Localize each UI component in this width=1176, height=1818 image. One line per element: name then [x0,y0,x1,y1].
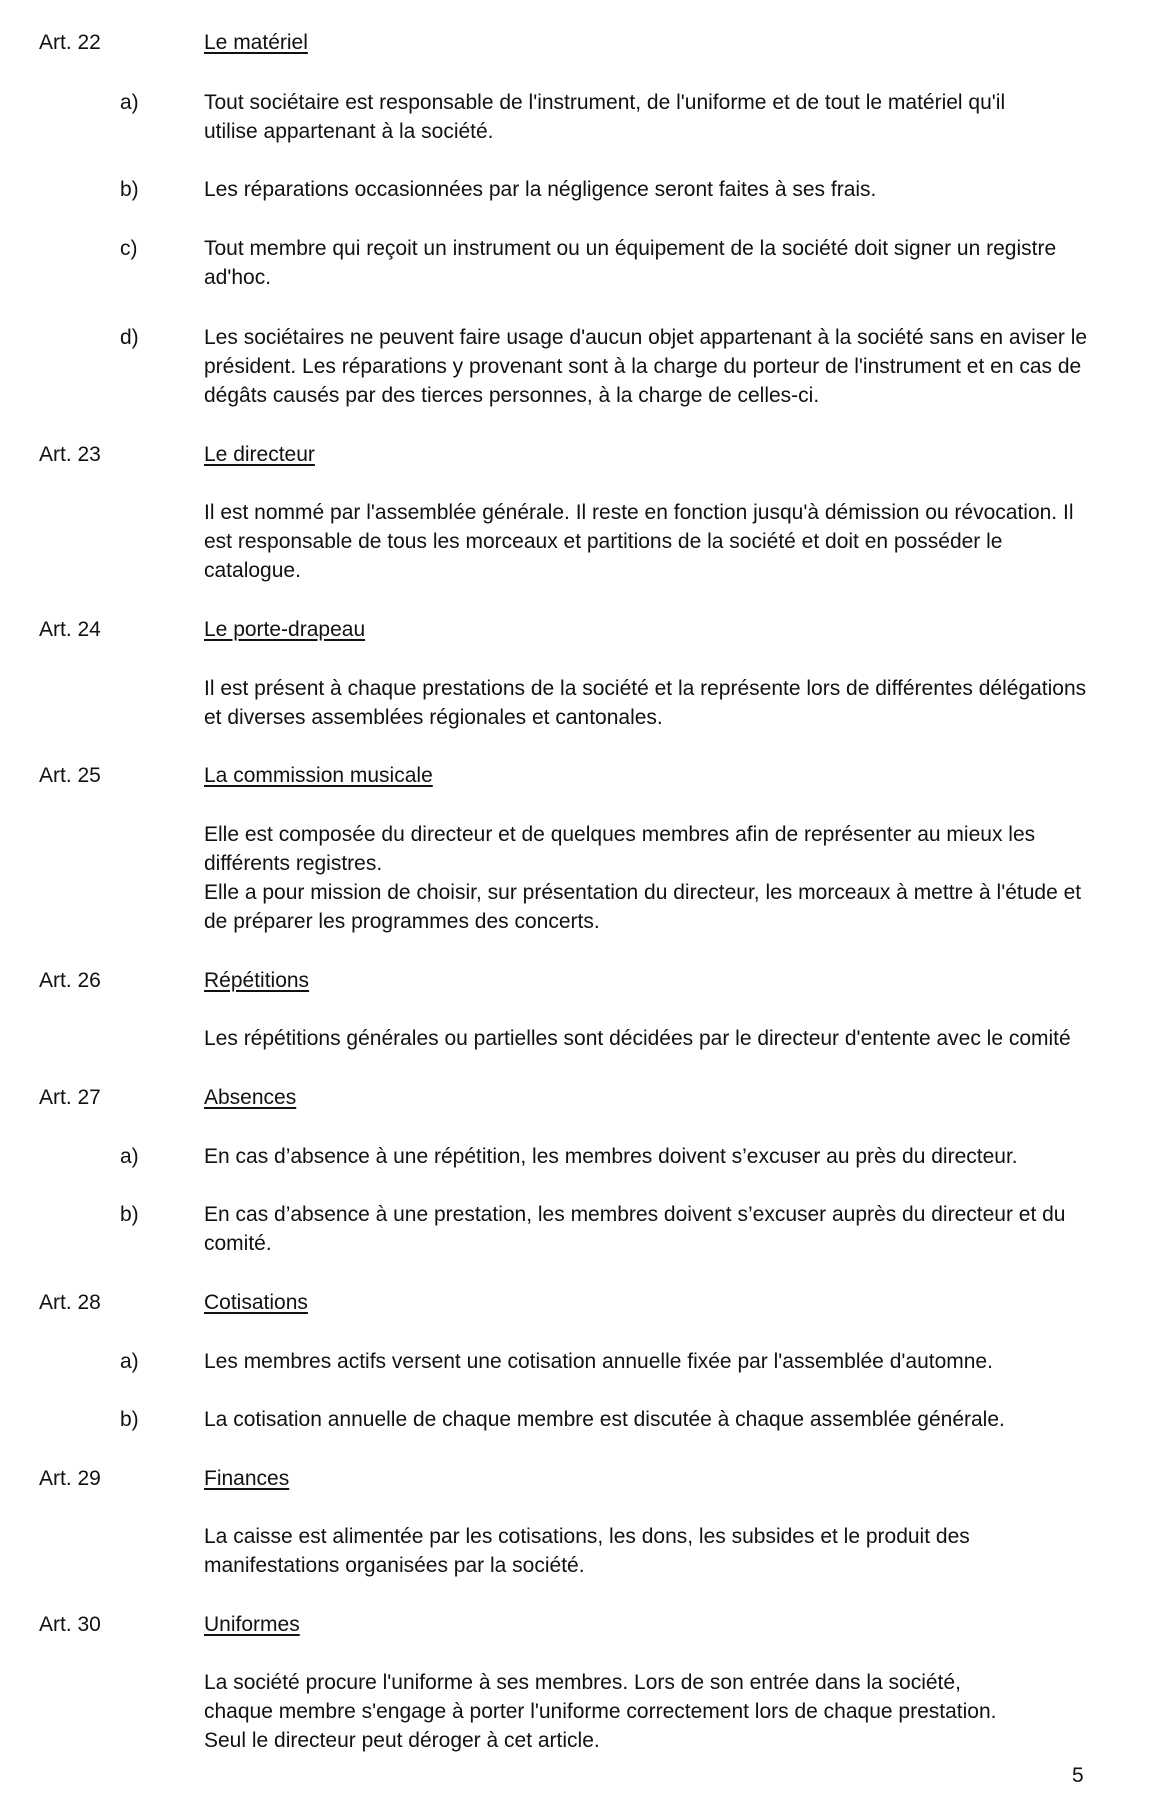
article-number: Art. 23 [39,443,101,466]
article-text-line: La caisse est alimentée par les cotisations, les dons, les subsides et le produit des [204,1525,970,1548]
item-text-line: En cas d’absence à une répétition, les membres doivent s’excuser au près du directeur. [204,1145,1018,1168]
article-text-line: Il est présent à chaque prestations de la société et la représente lors de différentes délégations [204,677,1087,700]
article-number: Art. 26 [39,969,101,992]
article-text-line: et diverses assemblées régionales et cantonales. [204,706,663,729]
article-text-line: Il est nommé par l'assemblée générale. Il reste en fonction jusqu'à démission ou révocation. Il [204,501,1074,524]
article-text-line: est responsable de tous les morceaux et partitions de la société et doit en posséder le [204,530,1003,553]
item-text-line: ad'hoc. [204,266,272,289]
article-number: Art. 24 [39,618,101,641]
article-text-line: différents registres. [204,852,383,875]
item-text-line: La cotisation annuelle de chaque membre est discutée à chaque assemblée générale. [204,1408,1005,1431]
article-text-line: La société procure l'uniforme à ses membres. Lors de son entrée dans la société, [204,1671,961,1694]
article-title: Répétitions [204,969,310,992]
item-letter: b) [120,1408,139,1431]
item-letter: a) [120,1145,139,1168]
article-title: Finances [204,1467,290,1490]
article-text-line: de préparer les programmes des concerts. [204,910,600,933]
item-text-line: Les membres actifs versent une cotisation annuelle fixée par l'assemblée d'automne. [204,1350,993,1373]
article-text-line: Seul le directeur peut déroger à cet article. [204,1729,600,1752]
article-title: La commission musicale [204,764,433,787]
article-text-line: Les répétitions générales ou partielles sont décidées par le directeur d'entente avec le comité [204,1027,1071,1050]
item-letter: a) [120,91,139,114]
article-number: Art. 22 [39,31,101,54]
article-title: Le porte-drapeau [204,618,366,641]
item-letter: a) [120,1350,139,1373]
article-number: Art. 29 [39,1467,101,1490]
article-text-line: catalogue. [204,559,301,582]
item-text-line: comité. [204,1232,272,1255]
item-text-line: Les sociétaires ne peuvent faire usage d'aucun objet appartenant à la société sans en aviser le [204,326,1088,349]
item-text-line: utilise appartenant à la société. [204,120,494,143]
article-number: Art. 25 [39,764,101,787]
item-letter: b) [120,1203,139,1226]
article-number: Art. 28 [39,1291,101,1314]
item-text-line: président. Les réparations y provenant sont à la charge du porteur de l'instrument et en cas de [204,355,1082,378]
article-number: Art. 30 [39,1613,101,1636]
article-title: Cotisations [204,1291,308,1314]
article-text-line: manifestations organisées par la société. [204,1554,585,1577]
item-text-line: Les réparations occasionnées par la négligence seront faites à ses frais. [204,178,877,201]
article-text-line: chaque membre s'engage à porter l'uniforme correctement lors de chaque prestation. [204,1700,997,1723]
item-letter: b) [120,178,139,201]
item-text-line: Tout sociétaire est responsable de l'instrument, de l'uniforme et de tout le matériel qu'il [204,91,1006,114]
article-text-line: Elle est composée du directeur et de quelques membres afin de représenter au mieux les [204,823,1036,846]
article-title: Le directeur [204,443,315,466]
article-title: Absences [204,1086,297,1109]
article-title: Uniformes [204,1613,300,1636]
article-number: Art. 27 [39,1086,101,1109]
item-text-line: dégâts causés par des tierces personnes, à la charge de celles-ci. [204,384,820,407]
item-letter: d) [120,326,139,349]
article-text-line: Elle a pour mission de choisir, sur présentation du directeur, les morceaux à mettre à l'étude et [204,881,1082,904]
article-title: Le matériel [204,31,308,54]
item-letter: c) [120,237,138,260]
item-text-line: En cas d’absence à une prestation, les membres doivent s’excuser auprès du directeur et du [204,1203,1066,1226]
page-number: 5 [1072,1764,1084,1787]
item-text-line: Tout membre qui reçoit un instrument ou un équipement de la société doit signer un registre [204,237,1057,260]
